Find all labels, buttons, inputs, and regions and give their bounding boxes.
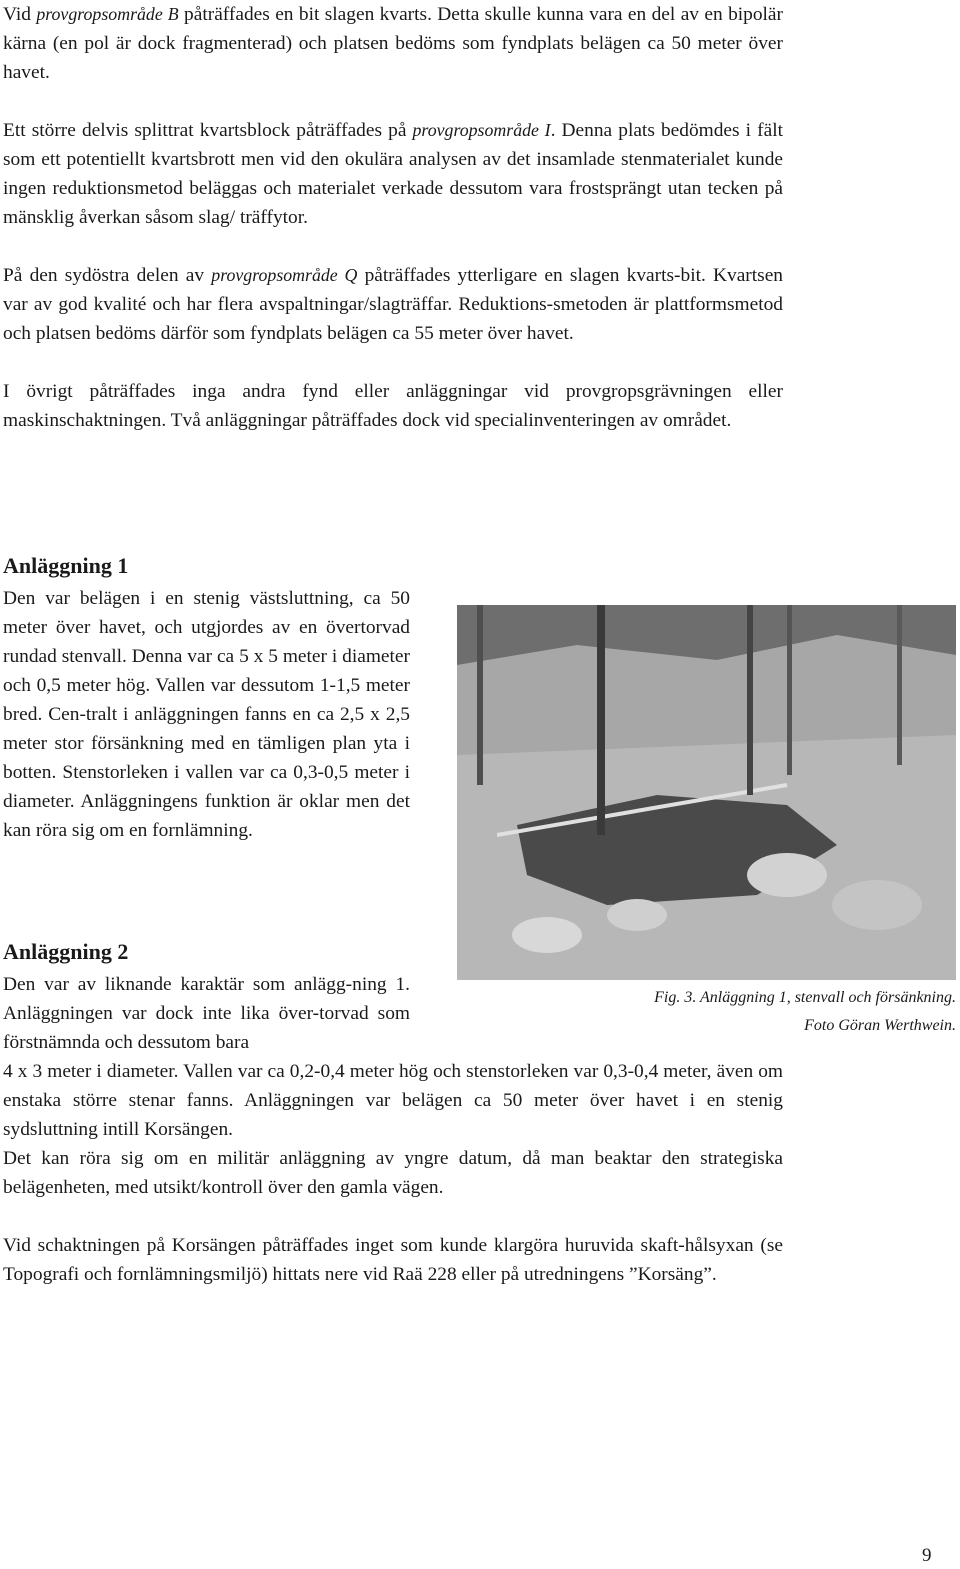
page-body [3, 0, 783, 464]
section-heading: Anläggning 2 [3, 939, 129, 964]
paragraph-2: Ett större delvis splittrat kvartsblock påträffades på provgropsområde I. Denna plats bedömdes i fält som ett potentiellt kvartsbrott men vid den okulära analysen av det insamlade stenmaterialet kunde ingen reduktionsmetod beläggas och materialet verkade dessutom vara frostsprängt utan tecken på mänsklig åverkan såsom slag/ träffytor. [3, 120, 783, 228]
area-name: provgropsområde B [36, 4, 179, 24]
paragraph-4: I övrigt påträffades inga andra fynd eller anläggningar vid provgropsgrävningen eller maskinschaktningen. Två anläggningar påträffades dock vid specialinventeringen av området. [3, 381, 783, 431]
section-text-extra: Det kan röra sig om en militär anläggning av yngre datum, då man beaktar den strategiska belägenheten, med utsikt/kontroll över den gamla vägen. [3, 1148, 783, 1198]
section-text: Den var belägen i en stenig västsluttning, ca 50 meter över havet, och utgjordes av en övertorvad rundad stenvall. Denna var ca 5 x 5 meter i diameter och 0,5 meter hög. Vallen var dessutom 1-1,5 meter bred. Cen-tralt i anläggningen fanns en ca 2,5 x 2,5 meter stor försänkning med en tämligen plan yta i botten. Stenstorleken i vallen var ca 0,3-0,5 meter i diameter. Anläggningens funktion är oklar men det kan röra sig om en fornlämning. [3, 588, 410, 841]
figure-photo [457, 605, 956, 980]
area-name: provgropsområde Q [211, 265, 358, 285]
area-name: provgropsområde I [412, 120, 551, 140]
section-text-narrow: Den var av liknande karaktär som anlägg-ning 1. Anläggningen var dock inte lika över-torvad som förstnämnda och dessutom bara [3, 974, 410, 1053]
forest-photo-image [457, 605, 956, 980]
paragraph-3: På den sydöstra delen av provgropsområde Q påträffades ytterligare en slagen kvarts-bit. Kvartsen var av god kvalité och har flera avspaltningar/slagträffar. Reduktions-smetoden är plattformsmetod och platsen bedöms därför som fyndplats belägen ca 55 meter över havet. [3, 265, 783, 344]
section-heading: Anläggning 1 [3, 553, 129, 578]
figure-caption: Fig. 3. Anläggning 1, stenvall och försänkning. Foto Göran Werthwein. [654, 989, 956, 1034]
final-paragraph: Vid schaktningen på Korsängen påträffades inget som kunde klargöra huruvida skaft-hålsyxan (se Topografi och fornlämningsmiljö) hittats nere vid Raä 228 eller på utredningens ”Korsäng”. [3, 1235, 783, 1285]
section-text-wide: 4 x 3 meter i diameter. Vallen var ca 0,2-0,4 meter hög och stenstorleken var 0,3-0,4 meter, även om enstaka större stenar fanns. Anläggningen var belägen ca 50 meter över havet i en stenig sydsluttning intill Korsängen. [3, 1061, 783, 1140]
page-number: 9 [922, 1545, 932, 1566]
paragraph-1: Vid provgropsområde B påträffades en bit slagen kvarts. Detta skulle kunna vara en del av en bipolär kärna (en pol är dock fragmenterad) och platsen bedöms som fyndplats belägen ca 50 meter över havet. [3, 4, 783, 83]
section-anlaggning-2 [3, 937, 783, 1289]
